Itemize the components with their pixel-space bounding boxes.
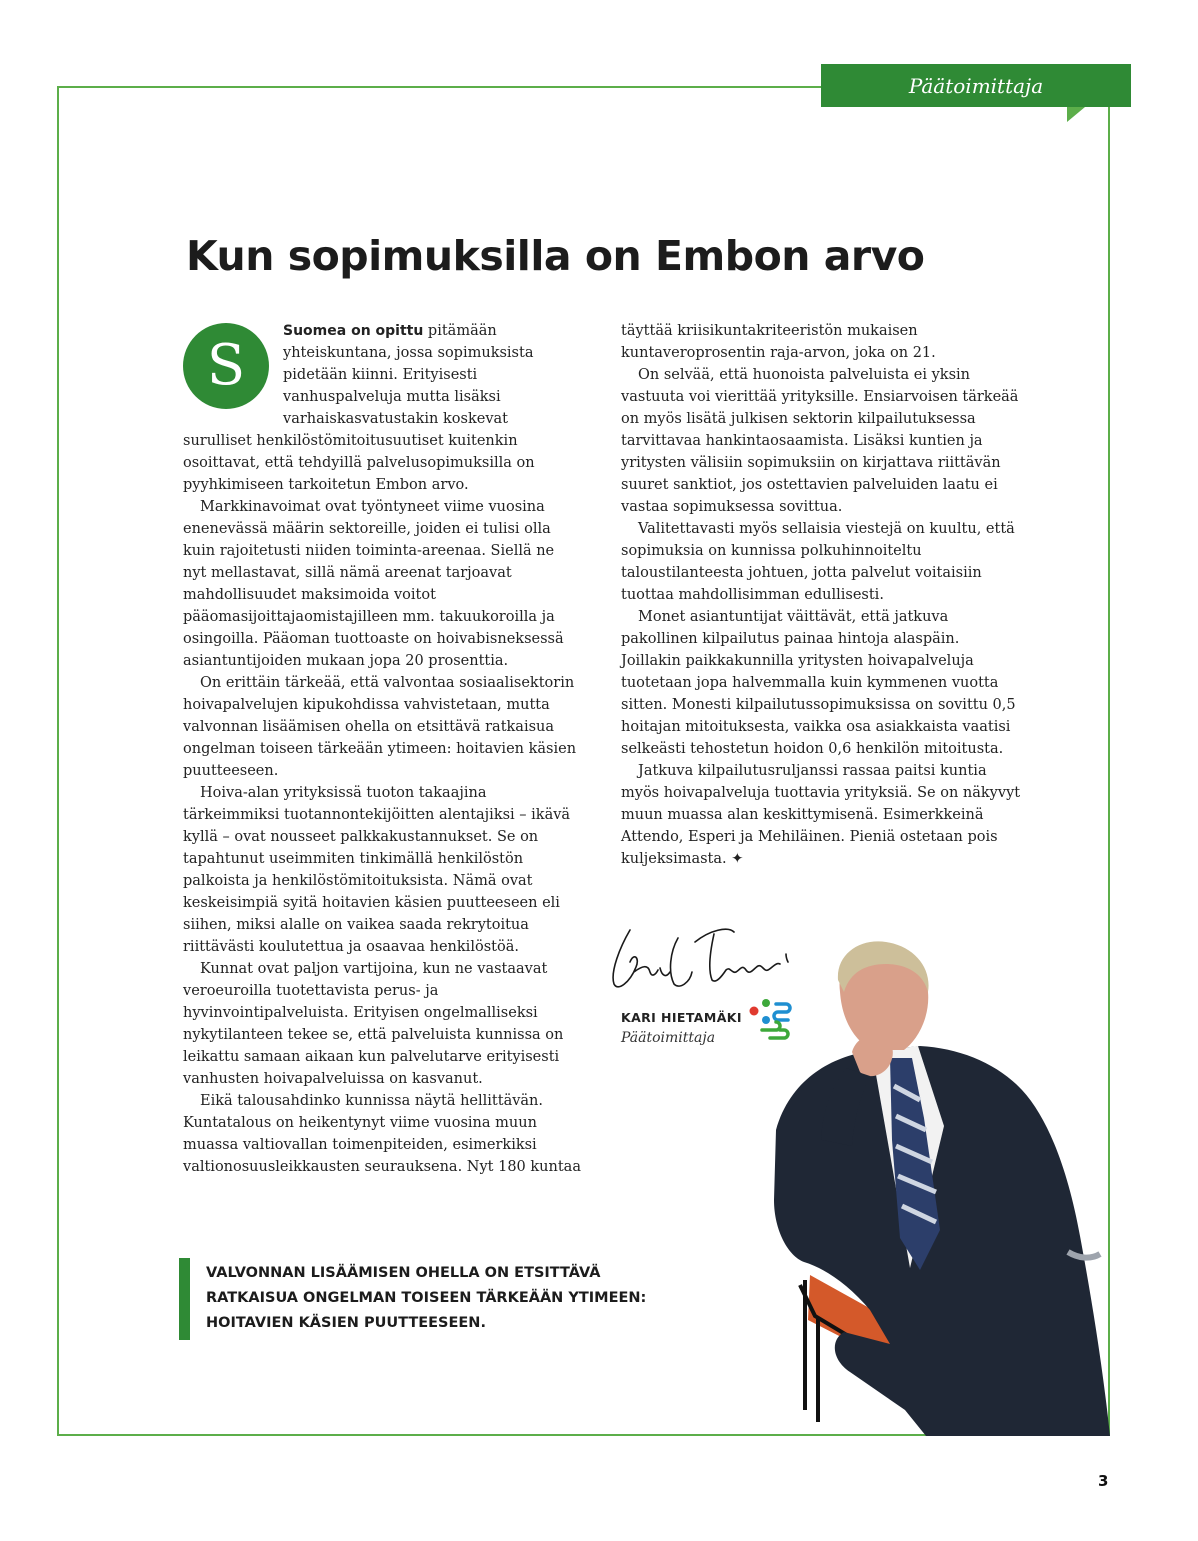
lead-bold-text: Suomea on opittu <box>283 323 424 339</box>
dropcap: S <box>183 323 269 409</box>
body-paragraph: Valitettavasti myös sellaisia viestejä on kuultu, että sopimuksia on kunnissa polkuhinnoiteltu taloustilanteesta johtuen, jotta palvelut voitaisiin tuottaa mahdollisimman edullisesti. <box>621 521 1015 603</box>
final-paragraph-text: Jatkuva kilpailutusruljanssi rassaa paitsi kuntia myös hoivapalveluja tuottavia yrityksiä. Se on näkyvyt muun muassa alan keskittymisenä. Esimerkkeinä Attendo, Esperi ja Mehiläinen. Pieniä ostetaan pois kuljeksimasta. <box>621 763 1021 867</box>
section-tag <box>821 64 1131 107</box>
body-paragraph: Eikä talousahdinko kunnissa näytä hellittävän. Kuntatalous on heikentynyt viime vuosina muun muassa valtiovallan toimenpiteiden, esimerkiksi valtionosuusleikkausten seurauksena. Nyt 180 kuntaa <box>183 1093 581 1175</box>
body-paragraph: On erittäin tärkeää, että valvontaa sosiaalisektorin hoivapalvelujen kipukohdissa vahvistetaan, mutta valvonnan lisäämisen ohella on etsittävä ratkaisua ongelman toiseen tärkeään ytimeen: hoitavien käsien puutteeseen. <box>183 675 577 779</box>
article-headline: Kun sopimuksilla on Embon arvo <box>186 232 925 280</box>
pullquote-bar <box>179 1258 190 1340</box>
author-title: Päätoimittaja <box>621 1030 716 1046</box>
body-paragraph: Markkinavoimat ovat työntyneet viime vuosina enenevässä määrin sektoreille, joiden ei tulisi olla kuin rajoitetusti niiden toiminta-areenaa. Siellä ne nyt mellastavat, sillä nämä areenat tarjoavat mahdollisuudet maksimoida voitot pääomasijoittajaomistajilleen mm. takuukoroilla ja osingoilla. Pääoman tuottoaste on hoivabisneksessä asiantuntijoiden mukaan jopa 20 prosenttia. <box>183 499 564 669</box>
body-paragraph: Monet asiantuntijat väittävät, että jatkuva pakollinen kilpailutus painaa hintoja alaspäin. Joillakin paikkakunnilla yritysten hoivapalveluja tuotetaan jopa halvemmalla kuin kymmenen vuotta sitten. Monesti kilpailutussopimuksissa on sovittu 0,5 hoitajan mitoituksesta, vaikka osa asiakkaista vaatisi selkeästi tehostetun hoidon 0,6 henkilön mitoitusta. <box>621 609 1016 757</box>
article-column-right <box>621 320 1021 870</box>
body-paragraph-final <box>621 760 1021 870</box>
author-name: KARI HIETAMÄKI <box>621 1010 742 1025</box>
lead-paragraph <box>183 320 581 496</box>
body-paragraph-continued: täyttää kriisikuntakriteeristön mukaisen kuntaveroprosentin raja-arvon, joka on 21. <box>621 323 936 361</box>
pullquote: VALVONNAN LISÄÄMISEN OHELLA ON ETSITTÄVÄ RATKAISUA ONGELMAN TOISEEN TÄRKEÄÄN YTIMEEN: HOITAVIEN KÄSIEN PUUTTEESEEN. <box>206 1265 647 1331</box>
author-portrait-photo <box>760 940 1110 1436</box>
body-paragraph: On selvää, että huonoista palveluista ei yksin vastuuta voi vierittää yrityksille. Ensiarvoisen tärkeää on myös lisätä julkisen sektorin kilpailutuksessa tarvittavaa hankintaosaamista. Lisäksi kuntien ja yritysten välisiin sopimuksiin on kirjattava riittävän suuret sanktiot, jos ostettavien palveluiden laatu ei vastaa sopimuksessa sovittua. <box>621 367 1019 515</box>
lead-text: pitämään yhteiskuntana, jossa sopimuksista pidetään kiinni. Erityisesti vanhuspalveluja mutta lisäksi varhaiskasvatustakin koskevat surulliset henkilöstömitoitusuutiset kuitenkin osoittavat, että tehdyillä palvelusopimuksilla on pyyhkimiseen tarkoitetun Embon arvo. <box>183 323 535 493</box>
body-paragraph: Kunnat ovat paljon vartijoina, kun ne vastaavat veroeuroilla tuotettavista perus- ja hyvinvointipalveluista. Erityisen ongelmalliseksi nykytilanteen tekee se, että palveluista kunnissa on leikattu samaan aikaan kun palvelutarve erityisesti vanhusten hoivapalveluissa on kasvanut. <box>183 961 564 1087</box>
section-tag-fold <box>1067 107 1085 122</box>
section-tag-label: Päätoimittaja <box>908 73 1044 98</box>
page-number: 3 <box>1098 1472 1109 1490</box>
article-column-left <box>183 320 581 1178</box>
body-paragraph: Hoiva-alan yrityksissä tuoton takaajina tärkeimmiksi tuotannontekijöitten alentajiksi – ikävä kyllä – ovat nousseet palkkakustannukset. Se on tapahtunut useimmiten tinkimällä henkilöstön palkoista ja henkilöstömitoituksista. Nämä ovat keskeisimpiä syitä hoitavien käsien puutteeseen eli siihen, miksi alalle on vaikea saada rekrytoitua riittävästi koulutettua ja osaavaa henkilöstöä. <box>183 785 571 955</box>
end-mark-icon: ✦ <box>731 851 744 867</box>
